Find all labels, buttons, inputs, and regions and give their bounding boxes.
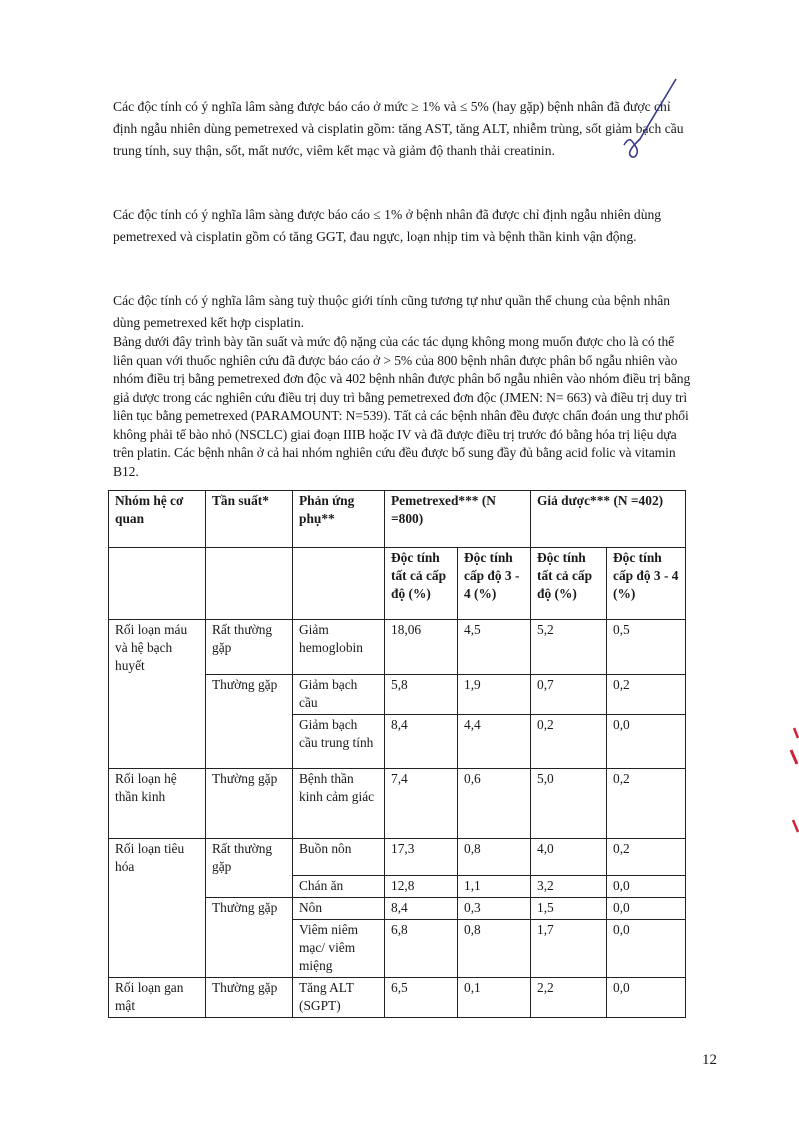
- pem-g34-cell: 0,8: [458, 839, 531, 876]
- subheader-placebo-grade-3-4: Độc tính cấp độ 3 - 4 (%): [607, 548, 686, 620]
- table-row: [109, 839, 686, 876]
- reaction-cell: Tăng ALT (SGPT): [293, 978, 385, 1018]
- subheader-empty-cell: [206, 548, 293, 620]
- reaction-cell: Giảm bạch cầu trung tính: [293, 715, 385, 769]
- pla-all-cell: 0,2: [531, 715, 607, 769]
- pem-g34-cell: 0,6: [458, 769, 531, 839]
- header-frequency: Tần suất*: [206, 491, 293, 548]
- header-placebo: Giả dược*** (N =402): [531, 491, 686, 548]
- header-adverse-reaction: Phản ứng phụ**: [293, 491, 385, 548]
- pem-all-cell: 18,06: [385, 620, 458, 675]
- subheader-empty-cell: [109, 548, 206, 620]
- pla-g34-cell: 0,0: [607, 898, 686, 920]
- pla-all-cell: 4,0: [531, 839, 607, 876]
- subheader-pemetrexed-all-grades: Độc tính tất cả cấp độ (%): [385, 548, 458, 620]
- margin-red-marks: [782, 720, 799, 840]
- pla-g34-cell: 0,0: [607, 715, 686, 769]
- pem-all-cell: 8,4: [385, 715, 458, 769]
- paragraph-gender-toxicities: Các độc tính có ý nghĩa lâm sàng tuỳ thuộc giới tính cũng tương tự như quần thể chung của bệnh nhân dùng pemetrexed kết hợp cisplatin.: [113, 293, 671, 330]
- pla-g34-cell: 0,0: [607, 876, 686, 898]
- pla-all-cell: 1,7: [531, 920, 607, 978]
- pla-g34-cell: 0,5: [607, 620, 686, 675]
- pem-g34-cell: 4,5: [458, 620, 531, 675]
- pem-all-cell: 8,4: [385, 898, 458, 920]
- table-row: [109, 978, 686, 1018]
- reaction-cell: Giảm bạch cầu: [293, 675, 385, 715]
- frequency-cell: Thường gặp: [206, 978, 293, 1018]
- pla-all-cell: 1,5: [531, 898, 607, 920]
- pem-all-cell: 6,8: [385, 920, 458, 978]
- reaction-cell: Giảm hemoglobin: [293, 620, 385, 675]
- pla-g34-cell: 0,2: [607, 839, 686, 876]
- reaction-cell: Chán ăn: [293, 876, 385, 898]
- pla-g34-cell: 0,0: [607, 920, 686, 978]
- pla-all-cell: 5,0: [531, 769, 607, 839]
- pem-g34-cell: 1,9: [458, 675, 531, 715]
- subheader-pemetrexed-grade-3-4: Độc tính cấp độ 3 - 4 (%): [458, 548, 531, 620]
- pem-g34-cell: 0,3: [458, 898, 531, 920]
- reaction-cell: Bệnh thần kinh cảm giác: [293, 769, 385, 839]
- reaction-cell: Buồn nôn: [293, 839, 385, 876]
- paragraph-common-toxicities: Các độc tính có ý nghĩa lâm sàng được báo cáo ở mức ≥ 1% và ≤ 5% (hay gặp) bệnh nhân đã được chỉ định ngẫu nhiên dùng pemetrexed và cisplatin gồm: tăng AST, tăng ALT, nhiễm trùng, sốt giảm bạch cầu trung tính, suy thận, sốt, mất nước, viêm kết mạc và giảm độ thanh thải creatinin.: [113, 99, 684, 158]
- pla-all-cell: 2,2: [531, 978, 607, 1018]
- header-organ-class: Nhóm hệ cơ quan: [109, 491, 206, 548]
- pem-all-cell: 17,3: [385, 839, 458, 876]
- pem-g34-cell: 0,1: [458, 978, 531, 1018]
- reaction-cell: Nôn: [293, 898, 385, 920]
- organ-cell: Rối loạn gan mật: [109, 978, 206, 1018]
- pla-g34-cell: 0,2: [607, 675, 686, 715]
- table-subheader-row: [109, 548, 686, 620]
- subheader-empty-cell: [293, 548, 385, 620]
- adverse-reactions-table: [108, 490, 686, 1018]
- pem-all-cell: 6,5: [385, 978, 458, 1018]
- pla-g34-cell: 0,0: [607, 978, 686, 1018]
- pem-g34-cell: 0,8: [458, 920, 531, 978]
- paragraph-rare-toxicities: Các độc tính có ý nghĩa lâm sàng được báo cáo ≤ 1% ở bệnh nhân đã được chỉ định ngẫu nhiên dùng pemetrexed và cisplatin gồm có tăng GGT, đau ngực, loạn nhịp tim và bệnh thần kinh vận động.: [113, 207, 662, 244]
- table-row: [109, 769, 686, 839]
- page-number: 12: [702, 1052, 717, 1068]
- organ-cell: Rối loạn máu và hệ bạch huyết: [109, 620, 206, 769]
- frequency-cell: Thường gặp: [206, 769, 293, 839]
- organ-cell: Rối loạn tiêu hóa: [109, 839, 206, 978]
- pla-g34-cell: 0,2: [607, 769, 686, 839]
- pem-all-cell: 12,8: [385, 876, 458, 898]
- organ-cell: Rối loạn hệ thần kinh: [109, 769, 206, 839]
- frequency-cell: Rất thường gặp: [206, 839, 293, 898]
- pla-all-cell: 3,2: [531, 876, 607, 898]
- pla-all-cell: 0,7: [531, 675, 607, 715]
- pem-g34-cell: 4,4: [458, 715, 531, 769]
- pem-g34-cell: 1,1: [458, 876, 531, 898]
- pla-all-cell: 5,2: [531, 620, 607, 675]
- table-header-row: [109, 491, 686, 548]
- header-pemetrexed: Pemetrexed*** (N =800): [385, 491, 531, 548]
- pem-all-cell: 5,8: [385, 675, 458, 715]
- handwritten-check-mark: [620, 75, 680, 170]
- paragraph-table-intro: Bảng dưới đây trình bày tần suất và mức độ nặng của các tác dụng không mong muốn được cho là có thể liên quan với thuốc nghiên cứu đã được báo cáo ở > 5% của 800 bệnh nhân được phân bổ ngẫu nhiên vào nhóm điều trị bằng pemetrexed đơn độc và 402 bệnh nhân được phân bổ ngẫu nhiên vào nhóm điều trị bằng giả dược trong các nghiên cứu điều trị duy trì bằng pemetrexed đơn độc (JMEN: N= 663) và điều trị duy trì liên tục bằng pemetrexed (PARAMOUNT: N=539). Tất cả các bệnh nhân đều được chẩn đoán ung thư phổi không phải tế bào nhỏ (NSCLC) giai đoạn IIIB hoặc IV và đã được điều trị trước đó bằng hóa trị liệu dựa trên platin. Các bệnh nhân ở cả hai nhóm nghiên cứu đều được bổ sung đầy đủ bằng acid folic và vitamin B12.: [113, 334, 691, 479]
- reaction-cell: Viêm niêm mạc/ viêm miệng: [293, 920, 385, 978]
- frequency-cell: Rất thường gặp: [206, 620, 293, 675]
- table-row: [109, 620, 686, 675]
- frequency-cell: Thường gặp: [206, 898, 293, 978]
- pem-all-cell: 7,4: [385, 769, 458, 839]
- subheader-placebo-all-grades: Độc tính tất cả cấp độ (%): [531, 548, 607, 620]
- frequency-cell: Thường gặp: [206, 675, 293, 769]
